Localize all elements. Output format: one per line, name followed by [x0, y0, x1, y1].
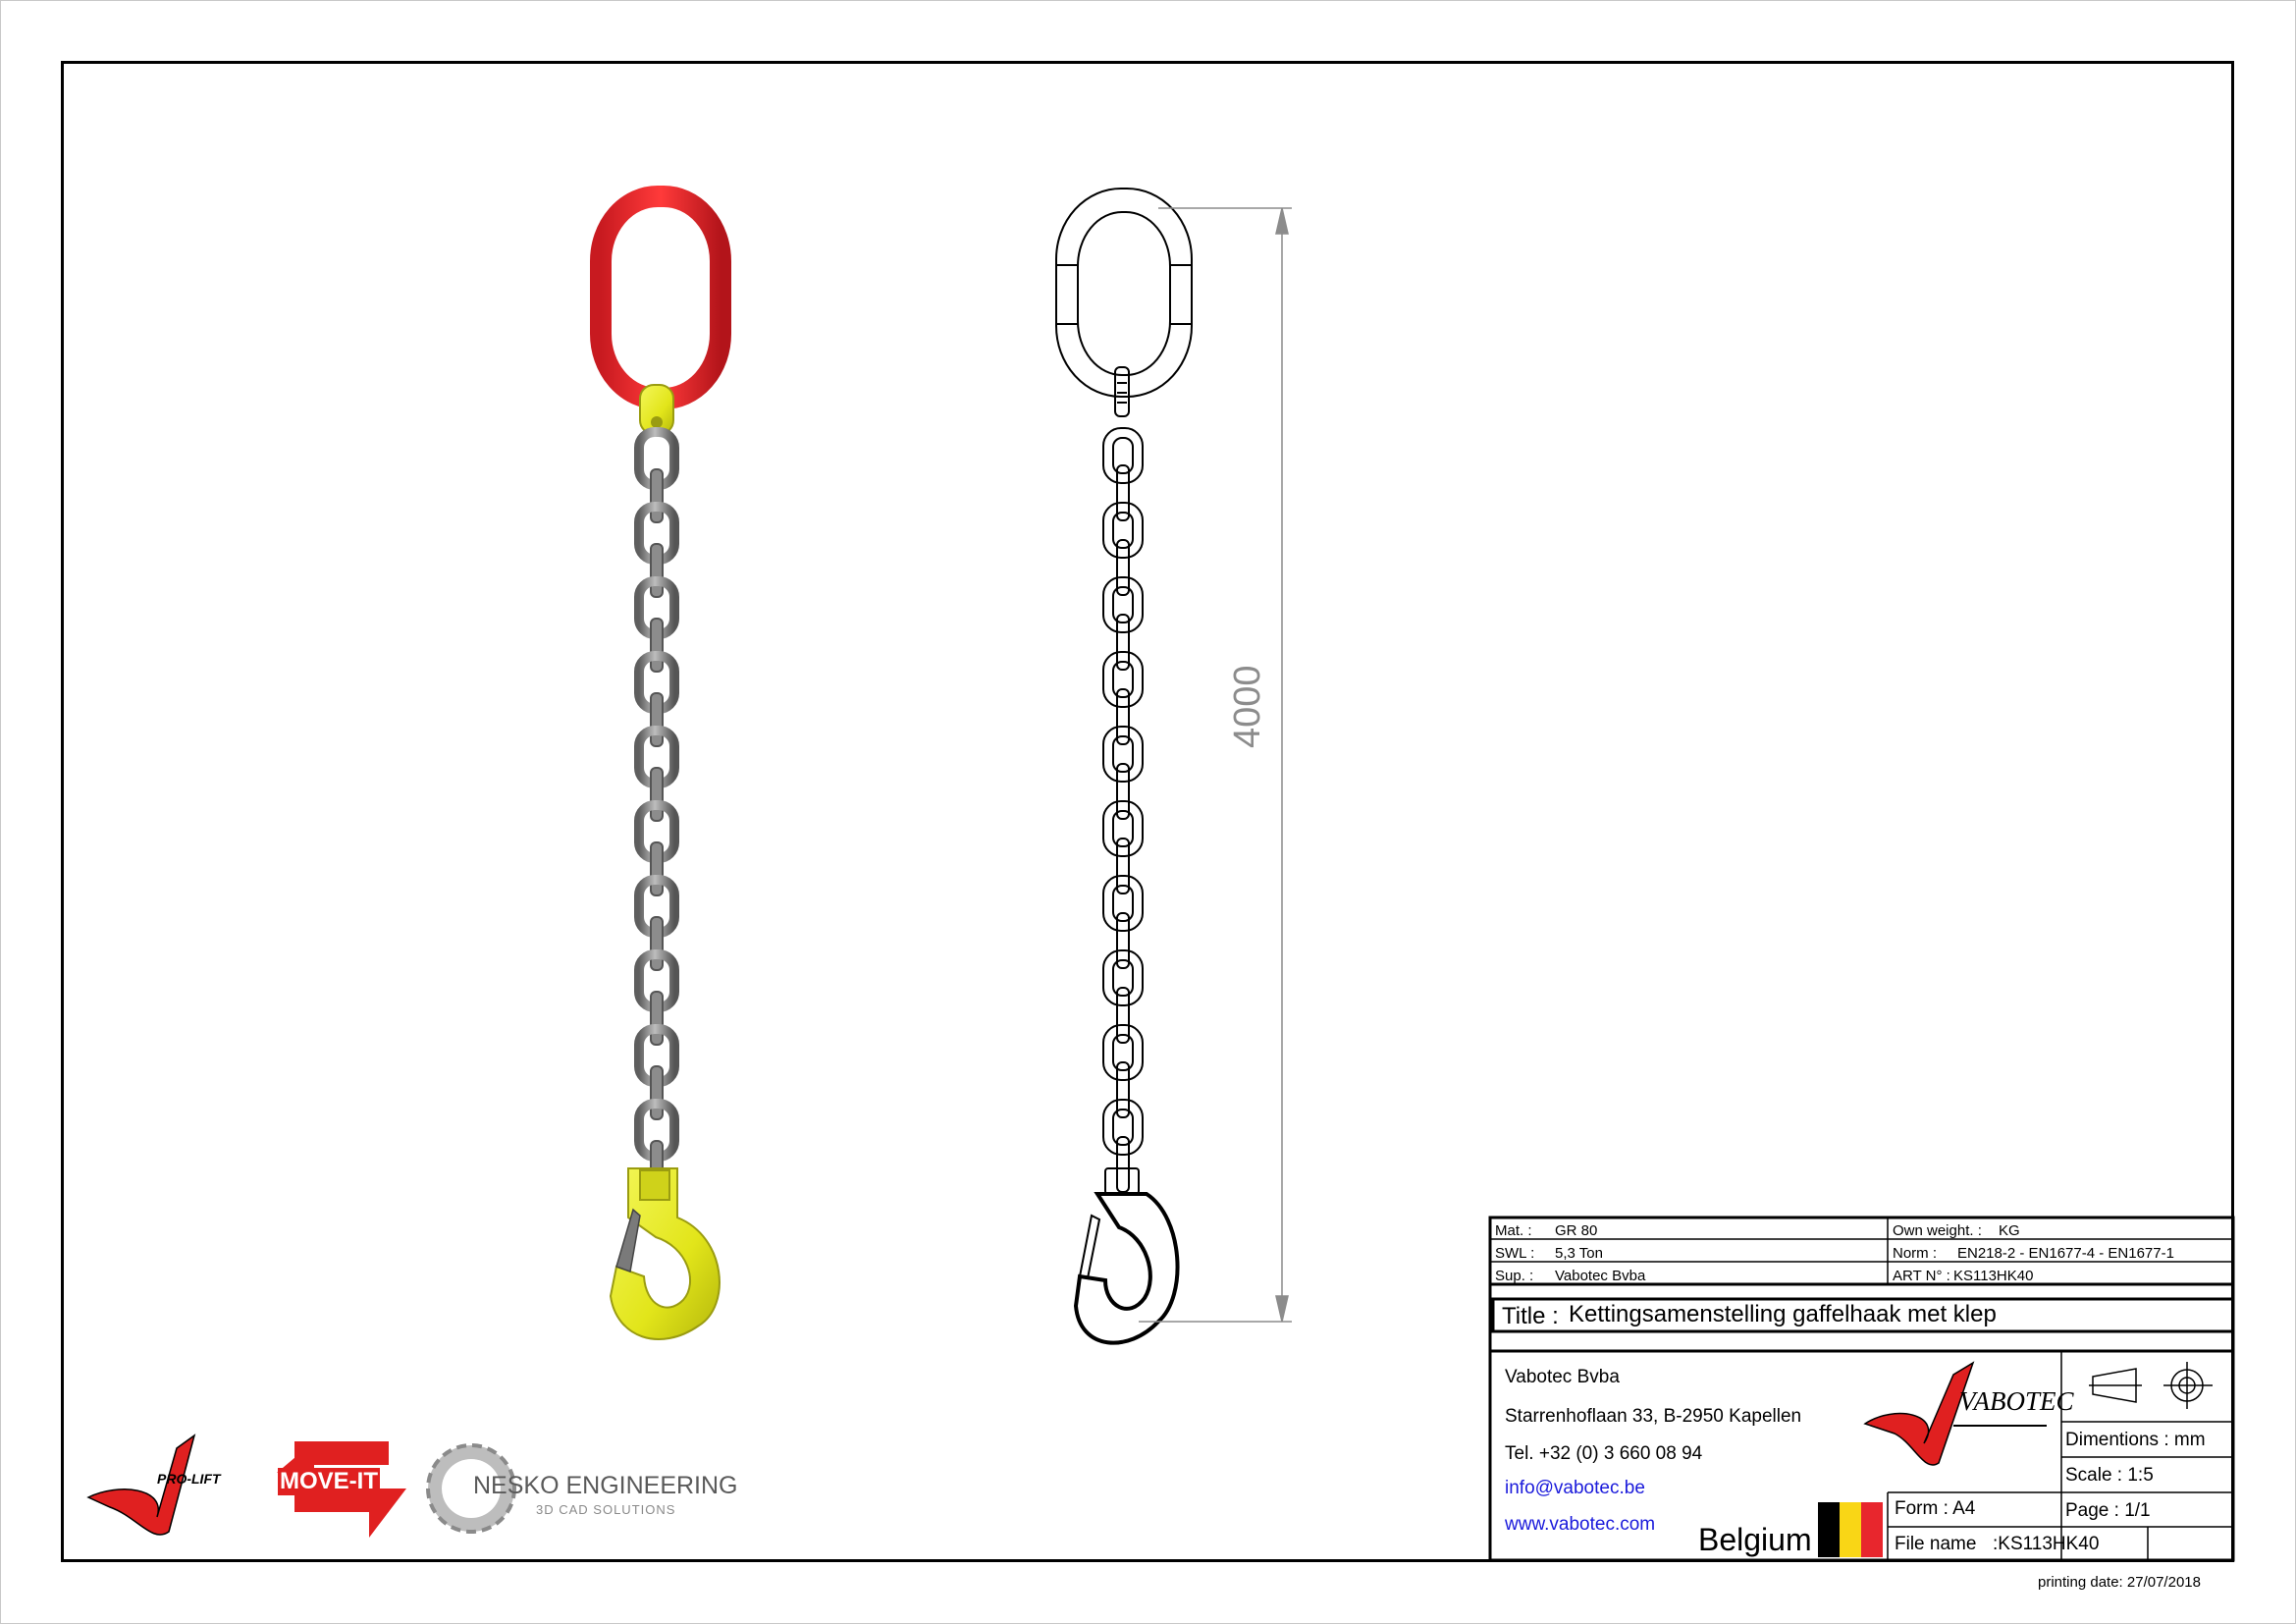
- chain-link-outline: [1103, 1100, 1143, 1155]
- master-link: [601, 196, 721, 399]
- filename-label: File name: [1895, 1534, 1977, 1554]
- page-value: Page : 1/1: [2065, 1500, 2151, 1521]
- chain-link: [651, 768, 663, 821]
- vabotec-logo-text: VABOTEC: [1959, 1386, 2074, 1416]
- chain-link-outline: [1103, 1025, 1143, 1080]
- art-value: KS113HK40: [1953, 1268, 2034, 1284]
- chain-link: [651, 693, 663, 746]
- nesko-logo-title: NESKO ENGINEERING: [473, 1472, 738, 1499]
- filename-value: :KS113HK40: [1993, 1534, 2100, 1554]
- own-weight-value: KG: [1999, 1222, 2020, 1239]
- norm-label: Norm :: [1893, 1245, 1937, 1262]
- chain-link: [651, 992, 663, 1045]
- company-website-link[interactable]: www.vabotec.com: [1505, 1514, 1656, 1535]
- sup-value: Vabotec Bvba: [1555, 1268, 1646, 1284]
- chain-link: [651, 469, 663, 522]
- art-label: ART N° :: [1893, 1268, 1950, 1284]
- chain-link: [651, 544, 663, 597]
- country-label: Belgium: [1698, 1522, 1812, 1557]
- swl-label: SWL :: [1495, 1245, 1535, 1262]
- chain-link: [651, 1066, 663, 1119]
- chain-link: [651, 842, 663, 895]
- title-label: Title :: [1502, 1303, 1559, 1329]
- chain-link-outline: [1103, 876, 1143, 931]
- mat-label: Mat. :: [1495, 1222, 1532, 1239]
- chain-link-outline: [1103, 801, 1143, 856]
- hook-outline: [1076, 1168, 1178, 1343]
- scale-value: Scale : 1:5: [2065, 1465, 2154, 1486]
- chain-link: [651, 619, 663, 672]
- belgium-flag-icon: [1818, 1502, 1883, 1557]
- moveit-logo-text: MOVE-IT: [280, 1468, 378, 1494]
- chain-link-outline: [1103, 428, 1143, 483]
- projection-symbol-icon: [2089, 1362, 2213, 1409]
- chain-link-outline: [1103, 950, 1143, 1005]
- dimension-line: [1139, 208, 1292, 1322]
- chain-links: [639, 432, 674, 1194]
- dimension-label: 4000: [1227, 665, 1268, 748]
- company-email-link[interactable]: info@vabotec.be: [1505, 1478, 1645, 1498]
- chain-link-outline: [1103, 727, 1143, 782]
- own-weight-label: Own weight. :: [1893, 1222, 1982, 1239]
- master-link-outline: [1056, 189, 1192, 397]
- line-drawing-sling: [1056, 189, 1192, 1343]
- form-value: Form : A4: [1895, 1498, 1976, 1519]
- chain-link-outline: [1103, 577, 1143, 632]
- safety-hook: [611, 1168, 720, 1339]
- chain-link: [651, 917, 663, 970]
- prolift-logo-text: PRO-LIFT: [157, 1471, 221, 1487]
- company-address: Starrenhoflaan 33, B-2950 Kapellen: [1505, 1406, 1802, 1427]
- dimentions-unit: Dimentions : mm: [2065, 1430, 2206, 1450]
- title-value: Kettingsamenstelling gaffelhaak met klep: [1569, 1301, 1997, 1327]
- colored-chain-sling: [601, 196, 721, 1339]
- chain-link-outline: [1103, 503, 1143, 558]
- sup-label: Sup. :: [1495, 1268, 1534, 1284]
- nesko-logo-subtitle: 3D CAD SOLUTIONS: [536, 1502, 676, 1517]
- chain-links-outline: [1103, 428, 1143, 1192]
- company-phone: Tel. +32 (0) 3 660 08 94: [1505, 1443, 1703, 1464]
- chain-link-outline: [1103, 652, 1143, 707]
- connector-link: [640, 385, 673, 434]
- mat-value: GR 80: [1555, 1222, 1598, 1239]
- company-name: Vabotec Bvba: [1505, 1367, 1620, 1387]
- norm-value: EN218-2 - EN1677-4 - EN1677-1: [1957, 1245, 2174, 1262]
- swl-value: 5,3 Ton: [1555, 1245, 1603, 1262]
- printing-date: printing date: 27/07/2018: [2038, 1574, 2201, 1591]
